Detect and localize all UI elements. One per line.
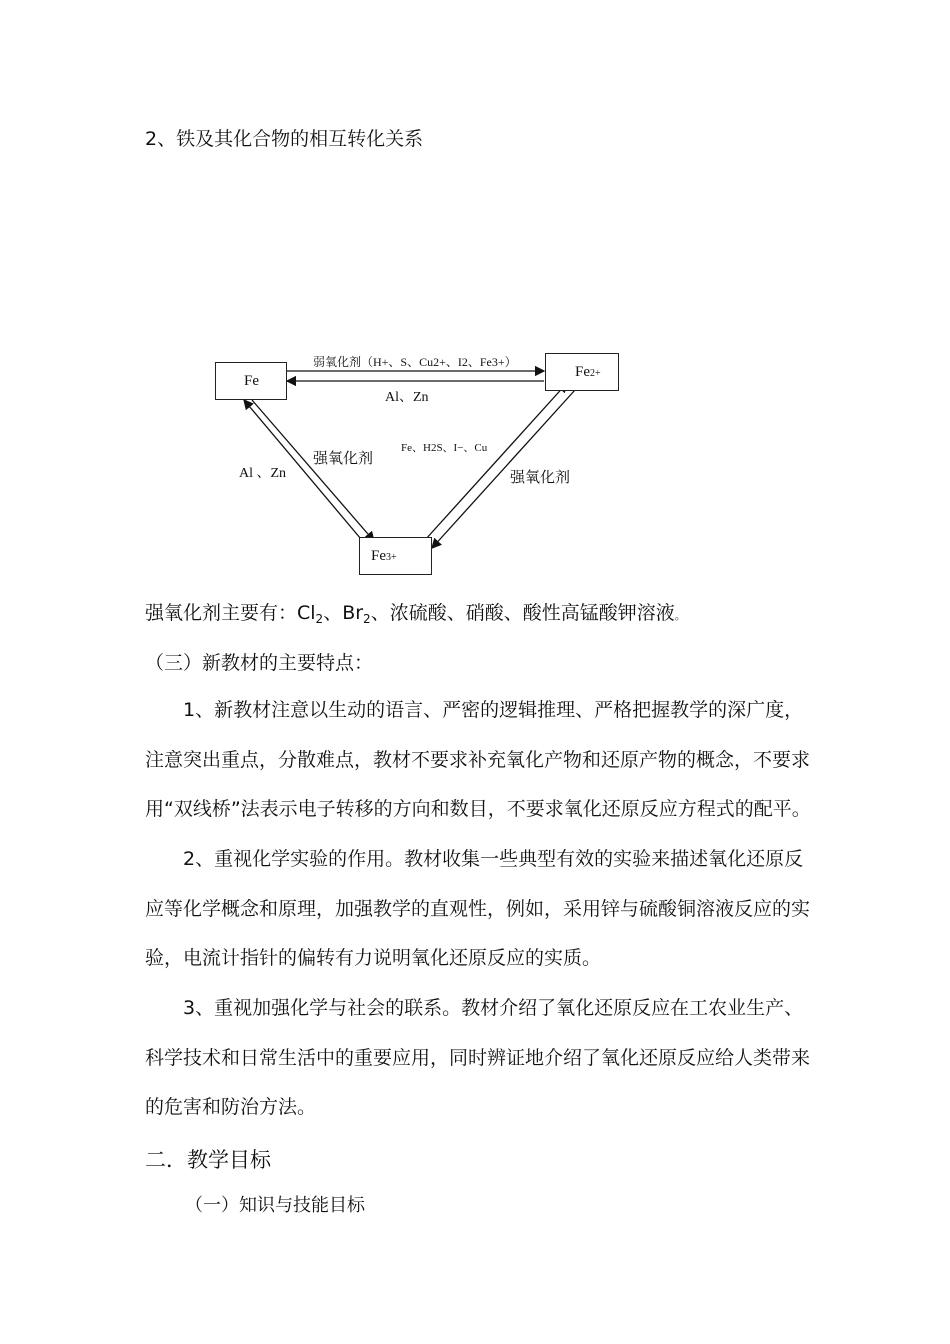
- paragraph-line: 验，电流计指针的偏转有力说明氧化还原反应的实质。: [145, 947, 602, 969]
- fe3-box: [359, 537, 432, 575]
- paragraph-line: 3、重视加强化学与社会的联系。教材介绍了氧化还原反应在工农业生产、: [183, 997, 804, 1019]
- paragraph-line: 的危害和防治方法。: [145, 1096, 317, 1118]
- fe2-label: Fe2+: [575, 364, 601, 380]
- right-arrow-label: 强氧化剂: [510, 468, 571, 486]
- heading-3: （三）新教材的主要特点：: [145, 652, 374, 674]
- left-arrow-label: 强氧化剂: [313, 449, 374, 467]
- fe-box: [215, 362, 287, 400]
- top-arrow-label: 弱氧化剂（H+、S、Cu2+、I2、Fe3+）: [313, 355, 517, 369]
- middle-label: Fe、H2S、I−、Cu: [401, 442, 488, 454]
- arrow-fe3-to-fe2: [425, 383, 567, 540]
- section-title: 2、铁及其化合物的相互转化关系: [145, 128, 424, 150]
- oxidizers-line: 强氧化剂主要有：$Cl_2$、$Br_2$、浓硫酸、硝酸、酸性高锰酸钾溶液。: [145, 602, 686, 626]
- paragraph-line: 1、新教材注意以生动的语言、严密的逻辑推理、严格把握教学的深广度，: [183, 699, 804, 721]
- paragraph-line: 用“双线桥”法表示电子转移的方向和数目，不要求氧化还原反应方程式的配平。: [145, 798, 811, 820]
- left-return-label: Al 、Zn: [239, 466, 287, 481]
- paragraph-line: 科学技术和日常生活中的重要应用，同时辨证地介绍了氧化还原反应给人类带来: [145, 1047, 811, 1069]
- top-return-label: Al、Zn: [385, 390, 429, 405]
- paragraph-line: 应等化学概念和原理，加强教学的直观性，例如，采用锌与硫酸铜溶液反应的实: [145, 898, 811, 920]
- section-2-heading: 二．教学目标: [145, 1148, 271, 1172]
- iron-conversion-diagram: [200, 340, 640, 590]
- paragraph-line: 2、重视化学实验的作用。教材收集一些典型有效的实验来描述氧化还原反: [183, 848, 804, 870]
- paragraph-line: 注意突出重点，分散难点，教材不要求补充氧化产物和还原产物的概念，不要求: [145, 749, 811, 771]
- fe2-box: [545, 353, 619, 391]
- fe3-label: Fe3+: [371, 548, 397, 564]
- subsection-heading: （一）知识与技能目标: [185, 1195, 365, 1216]
- fe-label: Fe: [244, 373, 259, 389]
